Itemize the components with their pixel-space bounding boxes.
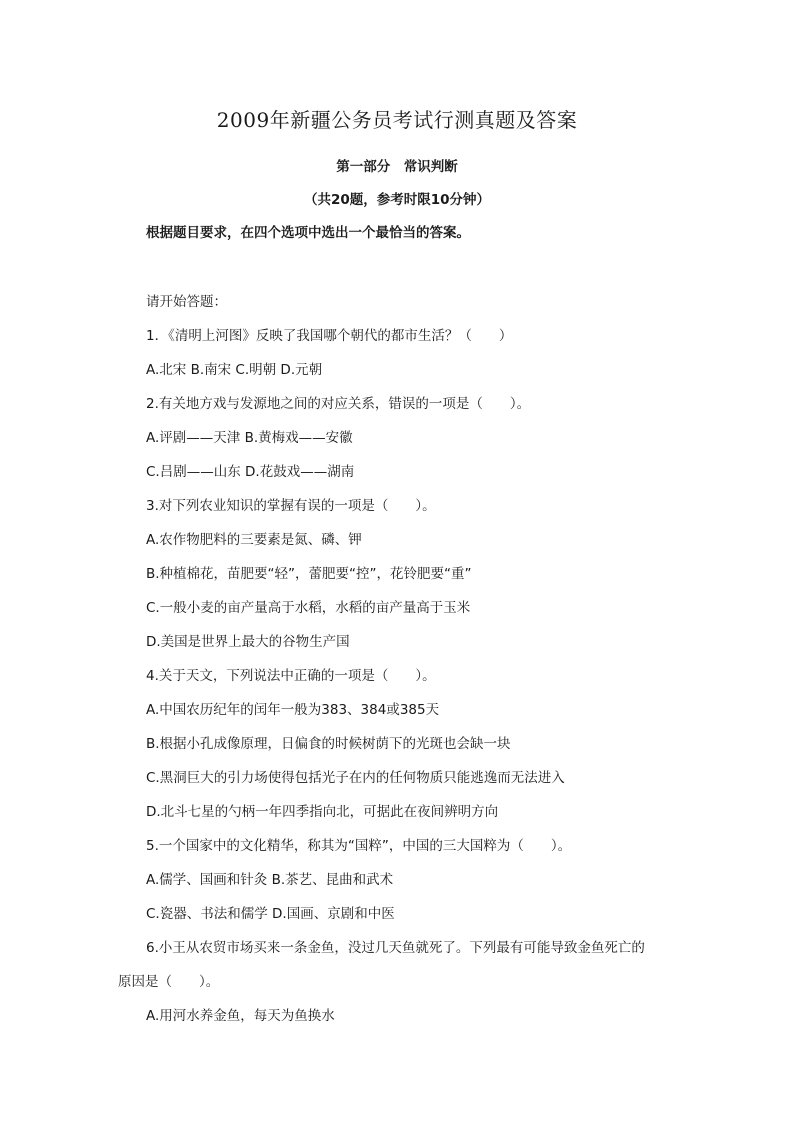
option-line: A.北宋 B.南宋 C.明朝 D.元朝	[146, 362, 323, 378]
question-line-continued: 原因是（ ）。	[118, 974, 220, 990]
question-line: 6.小王从农贸市场买来一条金鱼，没过几天鱼就死了。下列最有可能导致金鱼死亡的	[146, 940, 645, 956]
start-prompt: 请开始答题：	[146, 294, 227, 310]
option-line: A.评剧——天津 B.黄梅戏——安徽	[146, 430, 353, 446]
instruction-text: 根据题目要求，在四个选项中选出一个最恰当的答案。	[146, 225, 470, 241]
option-line: A.中国农历纪年的闰年一般为383、384或385天	[146, 702, 440, 718]
option-line: D.北斗七星的勺柄一年四季指向北，可据此在夜间辨明方向	[146, 804, 499, 820]
option-line: C.吕剧——山东 D.花鼓戏——湖南	[146, 464, 355, 480]
option-line: D.美国是世界上最大的谷物生产国	[146, 634, 350, 650]
question-line: 1．《清明上河图》反映了我国哪个朝代的都市生活？（ ）	[146, 328, 513, 344]
document-title: 2009年新疆公务员考试行测真题及答案	[216, 108, 578, 132]
part-heading: 第一部分 常识判断	[336, 159, 458, 175]
option-line: A.儒学、国画和针灸 B.茶艺、昆曲和武术	[146, 872, 394, 888]
option-line: C.瓷器、书法和儒学 D.国画、京剧和中医	[146, 906, 395, 922]
option-line: B.根据小孔成像原理，日偏食的时候树荫下的光斑也会缺一块	[146, 736, 511, 752]
option-line: B.种植棉花，苗肥要“轻”，蕾肥要“控”，花铃肥要“重”	[146, 566, 472, 582]
option-line: C.一般小麦的亩产量高于水稻，水稻的亩产量高于玉米	[146, 600, 471, 616]
question-line: 5.一个国家中的文化精华，称其为“国粹”，中国的三大国粹为（ ）。	[146, 838, 572, 854]
question-line: 3.对下列农业知识的掌握有误的一项是（ ）。	[146, 498, 436, 514]
part-note: （共20题，参考时限10分钟）	[303, 192, 491, 208]
option-line: A.用河水养金鱼，每天为鱼换水	[146, 1008, 335, 1024]
option-line: C.黑洞巨大的引力场使得包括光子在内的任何物质只能逃逸而无法进入	[146, 770, 565, 786]
question-line: 2.有关地方戏与发源地之间的对应关系，错误的一项是（ ）。	[146, 396, 531, 412]
option-line: A.农作物肥料的三要素是氮、磷、钾	[146, 532, 362, 548]
question-line: 4.关于天文，下列说法中正确的一项是（ ）。	[146, 668, 436, 684]
